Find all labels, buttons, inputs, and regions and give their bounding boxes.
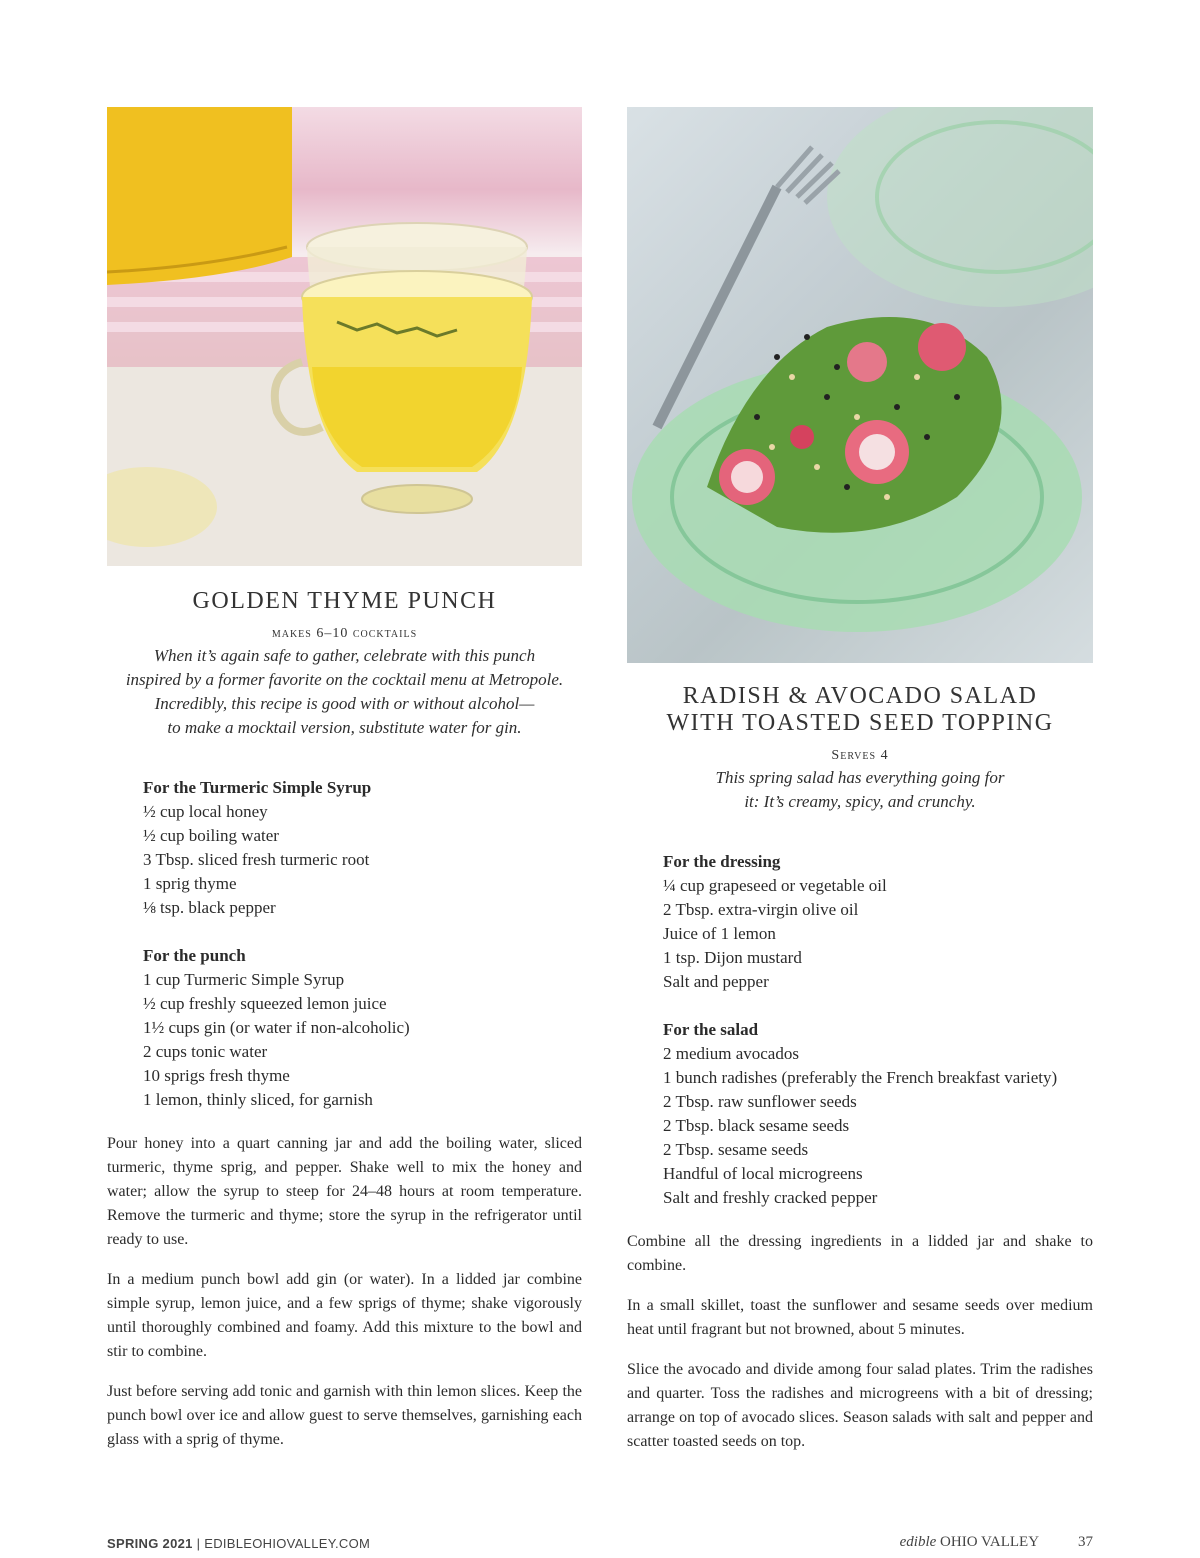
ingredient-section-heading: For the dressing — [663, 852, 781, 871]
salad-photo — [627, 107, 1093, 663]
footer-brand — [900, 1534, 1093, 1551]
recipe-radish-avocado-salad — [627, 107, 1093, 1454]
method-step: In a medium punch bowl add gin (or water). In a lidded jar combine simple syrup, lemon juice, and a few sprigs of thyme; shake vigorously until thoroughly combined and foamy. Add this mixture to the bowl and stir to combine. — [107, 1271, 582, 1360]
title-line: RADISH & AVOCADO SALAD — [682, 683, 1038, 709]
punch-photo — [107, 107, 582, 566]
ingredient-item: ½ cup boiling water — [143, 826, 279, 845]
method-step: Just before serving add tonic and garnish with thin lemon slices. Keep the punch bowl over ice and allow guest to serve themselves, garnishing each glass with a sprig of thyme. — [107, 1383, 582, 1448]
ingredient-item: 2 Tbsp. raw sunflower seeds — [663, 1092, 857, 1111]
title-line: WITH TOASTED SEED TOPPING — [666, 710, 1054, 736]
ingredient-item: ½ cup freshly squeezed lemon juice — [143, 994, 387, 1013]
punch-illustration — [107, 107, 582, 566]
ingredient-item: Salt and pepper — [663, 972, 769, 991]
ingredient-item: Juice of 1 lemon — [663, 924, 776, 943]
footer-season: SPRING 2021 — [107, 1536, 193, 1551]
ingredient-list — [143, 968, 582, 1112]
intro-line: it: It’s creamy, spicy, and crunchy. — [744, 792, 976, 811]
recipe-title: GOLDEN THYME PUNCH — [192, 588, 497, 614]
footer-separator: | — [196, 1536, 201, 1551]
intro-line: Incredibly, this recipe is good with or without alcohol— — [154, 694, 535, 713]
ingredient-item: ¼ cup grapeseed or vegetable oil — [663, 876, 887, 895]
footer-brand-italic: edible — [899, 1534, 937, 1550]
ingredient-item: 2 cups tonic water — [143, 1042, 268, 1061]
method-step: Pour honey into a quart canning jar and add the boiling water, sliced turmeric, thyme sprig, and pepper. Shake well to mix the honey and water; allow the syrup to steep for 24–48 hours at room temperature. Remove the turmeric and thyme; store the syrup in the refrigerator until ready to use. — [107, 1135, 582, 1248]
ingredients-salad — [663, 1018, 1093, 1210]
ingredients-syrup — [143, 776, 582, 920]
footer-brand-name: OHIO VALLEY — [940, 1534, 1039, 1550]
ingredient-item: 2 Tbsp. black sesame seeds — [663, 1116, 850, 1135]
footer-site: EDIBLEOHIOVALLEY.COM — [204, 1536, 371, 1551]
ingredient-list — [663, 1042, 1093, 1210]
ingredient-item: 3 Tbsp. sliced fresh turmeric root — [143, 850, 370, 869]
method-step: In a small skillet, toast the sunflower and sesame seeds over medium heat until fragrant but not browned, about 5 minutes. — [627, 1297, 1093, 1338]
ingredient-item: 1½ cups gin (or water if non-alcoholic) — [143, 1018, 410, 1037]
ingredient-section-heading: For the salad — [663, 1020, 759, 1039]
recipe-yield: makes 6–10 cocktails — [271, 626, 418, 641]
recipe-intro — [107, 644, 582, 740]
ingredient-list — [143, 800, 582, 920]
ingredient-item: 2 Tbsp. extra-virgin olive oil — [663, 900, 859, 919]
ingredient-item: 2 medium avocados — [663, 1044, 799, 1063]
page-number: 37 — [1078, 1534, 1093, 1550]
ingredient-item: ½ cup local honey — [143, 802, 268, 821]
ingredient-item: 1 sprig thyme — [143, 874, 237, 893]
ingredient-item: 1 lemon, thinly sliced, for garnish — [143, 1090, 373, 1109]
salad-illustration — [627, 107, 1093, 663]
ingredients-punch — [143, 944, 582, 1112]
ingredient-section-heading: For the Turmeric Simple Syrup — [143, 778, 372, 797]
intro-line: to make a mocktail version, substitute water for gin. — [167, 718, 522, 737]
ingredient-item: 1 bunch radishes (preferably the French breakfast variety) — [663, 1068, 1058, 1087]
ingredient-section-heading: For the punch — [143, 946, 246, 965]
ingredient-item: 1 cup Turmeric Simple Syrup — [143, 970, 345, 989]
ingredient-list — [663, 874, 1093, 994]
recipe-golden-thyme-punch — [107, 107, 582, 1452]
ingredient-item: 2 Tbsp. sesame seeds — [663, 1140, 809, 1159]
ingredients-dressing — [663, 850, 1093, 994]
ingredient-item: 1 tsp. Dijon mustard — [663, 948, 802, 967]
recipe-yield: Serves 4 — [831, 748, 889, 763]
recipe-intro — [627, 766, 1093, 814]
ingredient-item: ⅛ tsp. black pepper — [143, 898, 276, 917]
intro-line: This spring salad has everything going for — [715, 768, 1005, 787]
ingredient-item: Salt and freshly cracked pepper — [663, 1188, 878, 1207]
intro-line: When it’s again safe to gather, celebrate with this punch — [153, 646, 536, 665]
ingredient-item: Handful of local microgreens — [663, 1164, 863, 1183]
intro-line: inspired by a former favorite on the cocktail menu at Metropole. — [125, 670, 564, 689]
method-step: Combine all the dressing ingredients in a lidded jar and shake to combine. — [627, 1233, 1093, 1274]
recipe-title — [627, 683, 1093, 737]
method-step: Slice the avocado and divide among four salad plates. Trim the radishes and quarter. Toss the radishes and microgreens with a bit of dressing; arrange on top of avocado slices. Season salads with salt and pepper and scatter toasted seeds on top. — [627, 1361, 1093, 1450]
ingredient-item: 10 sprigs fresh thyme — [143, 1066, 290, 1085]
footer-issue — [107, 1536, 370, 1551]
